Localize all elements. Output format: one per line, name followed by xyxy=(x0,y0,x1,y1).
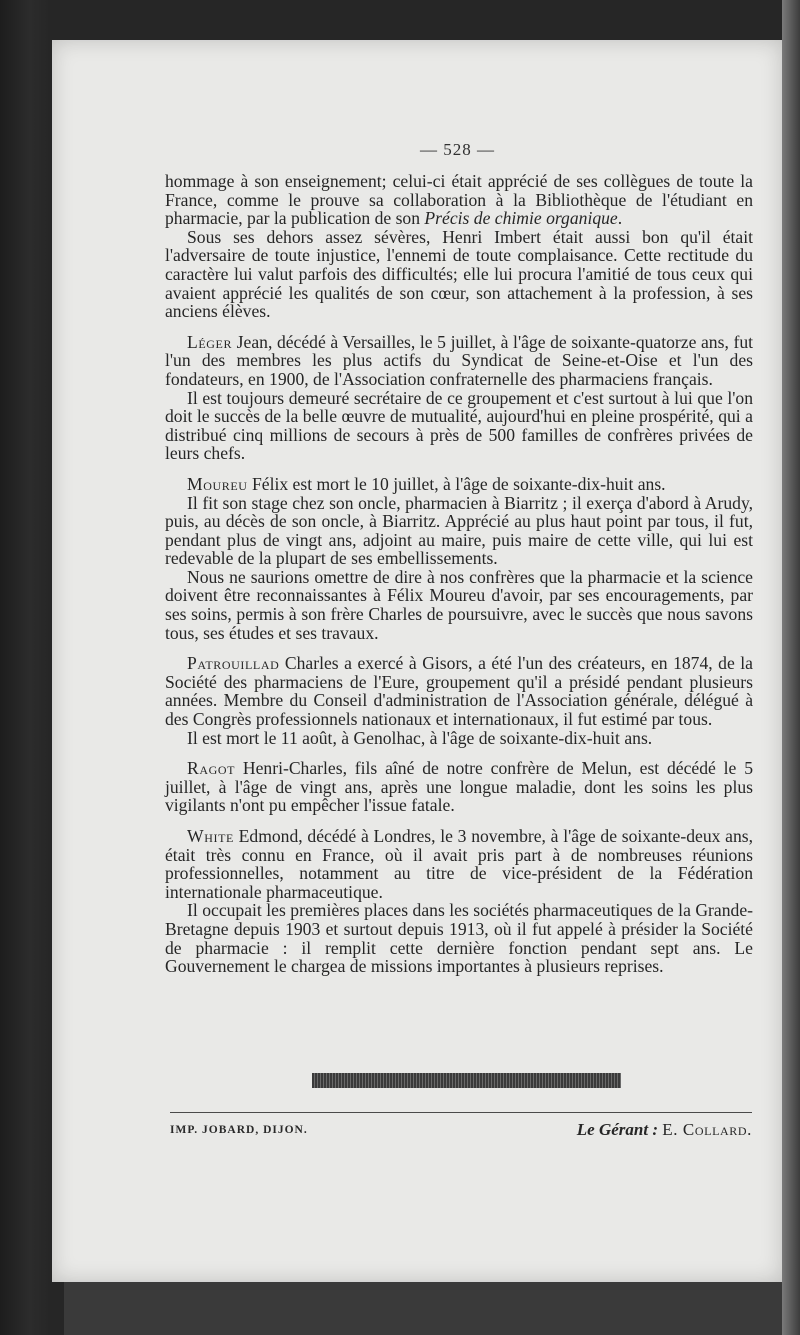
surname: Ragot xyxy=(187,758,236,779)
printer-imprint: IMP. JOBARD, DIJON. xyxy=(170,1124,308,1136)
paper-bottom-shadow xyxy=(64,1282,782,1335)
adjacent-page-edge xyxy=(782,0,800,1335)
manager-signature xyxy=(577,1120,752,1140)
paragraph-imbert-1 xyxy=(165,172,753,228)
manager-name: E. Collard. xyxy=(662,1120,752,1139)
surname: White xyxy=(187,826,234,846)
obituary-patrouillad-cont: Il est mort le 11 août, à Genolhac, à l'âge de soixante-dix-huit ans. xyxy=(187,727,653,748)
surname: Moureu xyxy=(187,473,248,494)
obituary-moureu-cont-2: Nous ne saurions omettre de dire à nos confrères que la pharmacie et la science doivent être reconnaissantes à Félix Moureu d'avoir, par ses encouragements, par ses soins, permis à son frère Charles de poursuivre, avec le succès que nous savons tous, ses études et ses travaux. xyxy=(165,566,753,643)
obituary-patrouillad xyxy=(165,654,753,728)
manager-label: Le Gérant : xyxy=(576,1120,658,1139)
paragraph-imbert-2: Sous ses dehors assez sévères, Henri Imbert était aussi bon qu'il était l'adversaire de toute injustice, l'ennemi de toute complaisance. Cette rectitude du caractère lui valut parfois des difficultés; elle lui procura l'amitié de tous ceux qui avaient apprécié les qualités de son cœur, son attachement à la profession, à ses anciens élèves. xyxy=(165,226,753,322)
book-title: Précis de chimie organique xyxy=(424,208,618,229)
paragraph-end: . xyxy=(617,208,623,229)
page-number: — 528 — xyxy=(420,140,495,159)
obituary-ragot xyxy=(165,759,753,815)
obituary-moureu xyxy=(165,475,753,494)
entry-text: Charles a exercé à Gisors, a été l'un des créateurs, en 1874, de la Société des pharmaciens de l'Eure, groupement qu'il a présidé pendant plusieurs années. Membre du Conseil d'administration de l'Association générale, délégué à des Congrès professionnels nationaux et internationaux, il fut estimé par tous. xyxy=(165,653,753,730)
obituary-white xyxy=(165,827,753,901)
obituary-leger-cont: Il est toujours demeuré secrétaire de ce groupement et c'est surtout à lui que l'on doit le succès de la belle œuvre de mutualité, aujourd'hui en pleine prospérité, qui a distribué cinq millions de secours à près de 500 familles de confrères privées de leurs chefs. xyxy=(165,387,753,464)
entry-text: Henri-Charles, fils aîné de notre confrère de Melun, est décédé le 5 juillet, à l'âge de vingt ans, après une longue maladie, dont les soins les plus vigilants n'ont pu empêcher l'issue fatale. xyxy=(165,758,753,816)
obituary-leger xyxy=(165,333,753,389)
obituary-white-cont: Il occupait les premières places dans les sociétés pharmaceutiques de la Grande-Bretagne depuis 1903 et surtout depuis 1913, où il fut appelé à présider la Société de pharmacie : il remplit cette dernière fonction pendant sept ans. Le Gouvernement le chargea de missions importantes à plusieurs reprises. xyxy=(165,900,753,977)
surname: Patrouillad xyxy=(187,653,280,674)
paragraph-text: hommage à son enseignement; celui-ci était apprécié de ses collègues de toute la France, comme le prouve sa collaboration à la Bibliothèque de l'étudiant en pharmacie, par la publication de son xyxy=(165,171,753,229)
footer-rule xyxy=(170,1112,752,1113)
entry-text: Félix est mort le 10 juillet, à l'âge de soixante-dix-huit ans. xyxy=(247,473,666,494)
surname: Léger xyxy=(187,331,233,352)
entry-text: Edmond, décédé à Londres, le 3 novembre, à l'âge de soixante-deux ans, était très connu en France, où il avait pris part à de nombreuses réunions professionnelles, notamment au titre de vice-président de la Fédération internationale pharmaceutique. xyxy=(165,826,753,902)
ornamental-end-bar xyxy=(312,1073,621,1088)
entry-text: Jean, décédé à Versailles, le 5 juillet, à l'âge de soixante-quatorze ans, fut l'un des membres les plus actifs du Syndicat de Seine-et-Oise et l'un des fondateurs, en 1900, de l'Association confraternelle des pharmaciens français. xyxy=(165,331,753,389)
obituary-moureu-cont: Il fit son stage chez son oncle, pharmacien à Biarritz ; il exerça d'abord à Arudy, puis, au décès de son oncle, à Biarritz. Apprécié au plus haut point par tous, il fut, pendant plus de vingt ans, adjoint au maire, puis maire de cette ville, qui lui est redevable de la plupart de ses embellissements. xyxy=(165,492,753,569)
article-body xyxy=(165,172,753,976)
